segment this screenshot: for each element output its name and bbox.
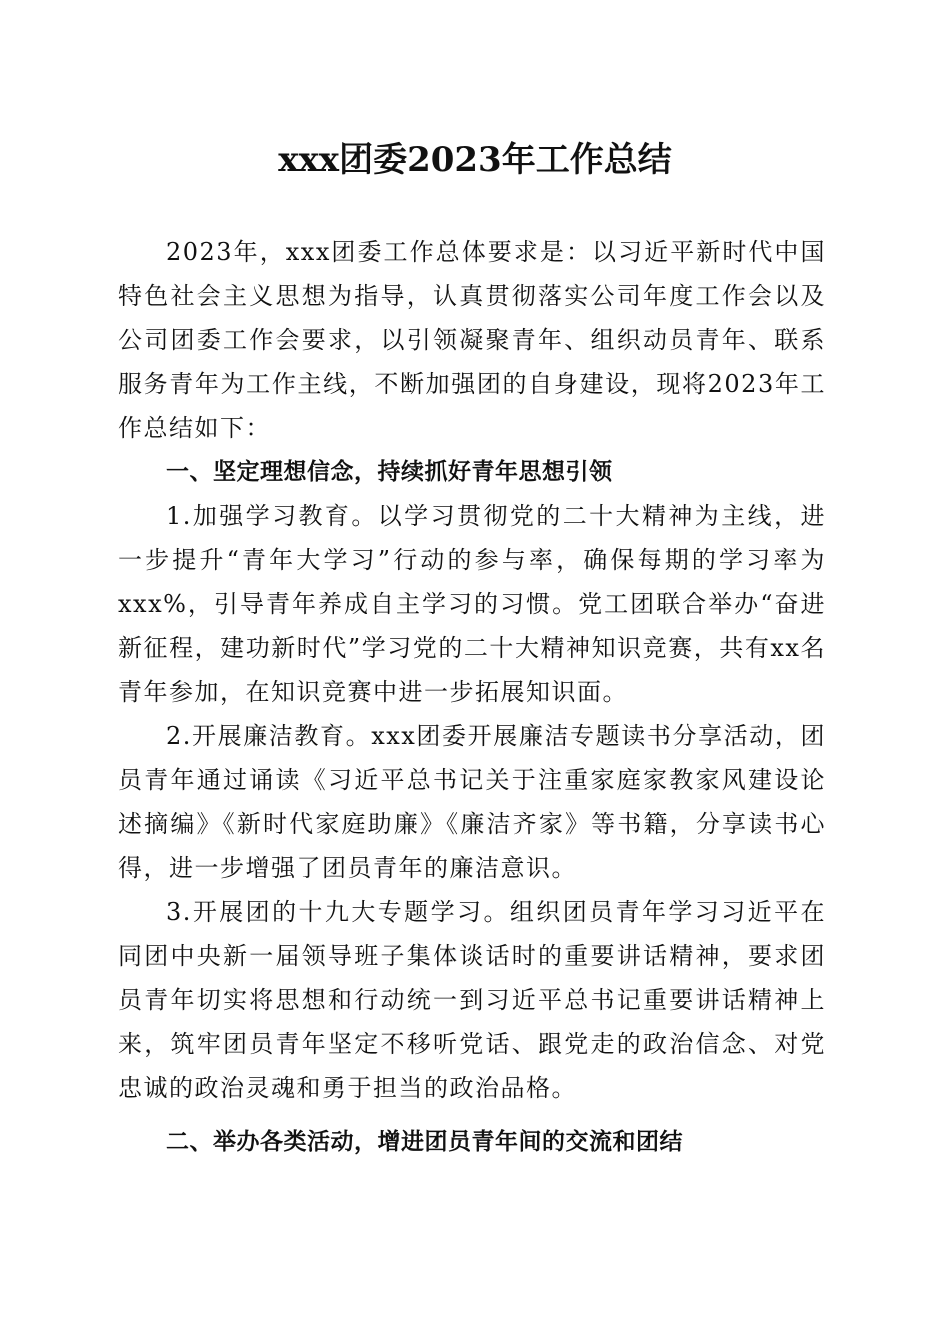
section-heading-1: 一、坚定理想信念，持续抓好青年思想引领 — [166, 459, 613, 485]
document-body — [118, 230, 826, 1164]
intro-paragraph: 2023年，xxx团委工作总体要求是：以习近平新时代中国特色社会主义思想为指导，认真贯彻落实公司年度工作会以及公司团委工作会要求，以引领凝聚青年、组织动员青年、联系服务青年为工作主线，不断加强团的自身建设，现将2023年工作总结如下： — [118, 238, 826, 442]
section-1-paragraph-1: 1.加强学习教育。以学习贯彻党的二十大精神为主线，进一步提升“青年大学习”行动的参与率，确保每期的学习率为xxx%，引导青年养成自主学习的习惯。党工团联合举办“奋进新征程，建功新时代”学习党的二十大精神知识竞赛，共有xx名青年参加，在知识竞赛中进一步拓展知识面。 — [118, 502, 826, 706]
document-title: xxx团委2023年工作总结 — [278, 140, 672, 180]
section-1-paragraph-3: 3.开展团的十九大专题学习。组织团员青年学习习近平在同团中央新一届领导班子集体谈话时的重要讲话精神，要求团员青年切实将思想和行动统一到习近平总书记重要讲话精神上来，筑牢团员青年坚定不移听党话、跟党走的政治信念、对党忠诚的政治灵魂和勇于担当的政治品格。 — [118, 898, 826, 1102]
section-heading-2: 二、举办各类活动，增进团员青年间的交流和团结 — [166, 1129, 683, 1155]
section-1-paragraph-2: 2.开展廉洁教育。xxx团委开展廉洁专题读书分享活动，团员青年通过诵读《习近平总书记关于注重家庭家教家风建设论述摘编》《新时代家庭助廉》《廉洁齐家》等书籍，分享读书心得，进一步增强了团员青年的廉洁意识。 — [118, 722, 826, 882]
